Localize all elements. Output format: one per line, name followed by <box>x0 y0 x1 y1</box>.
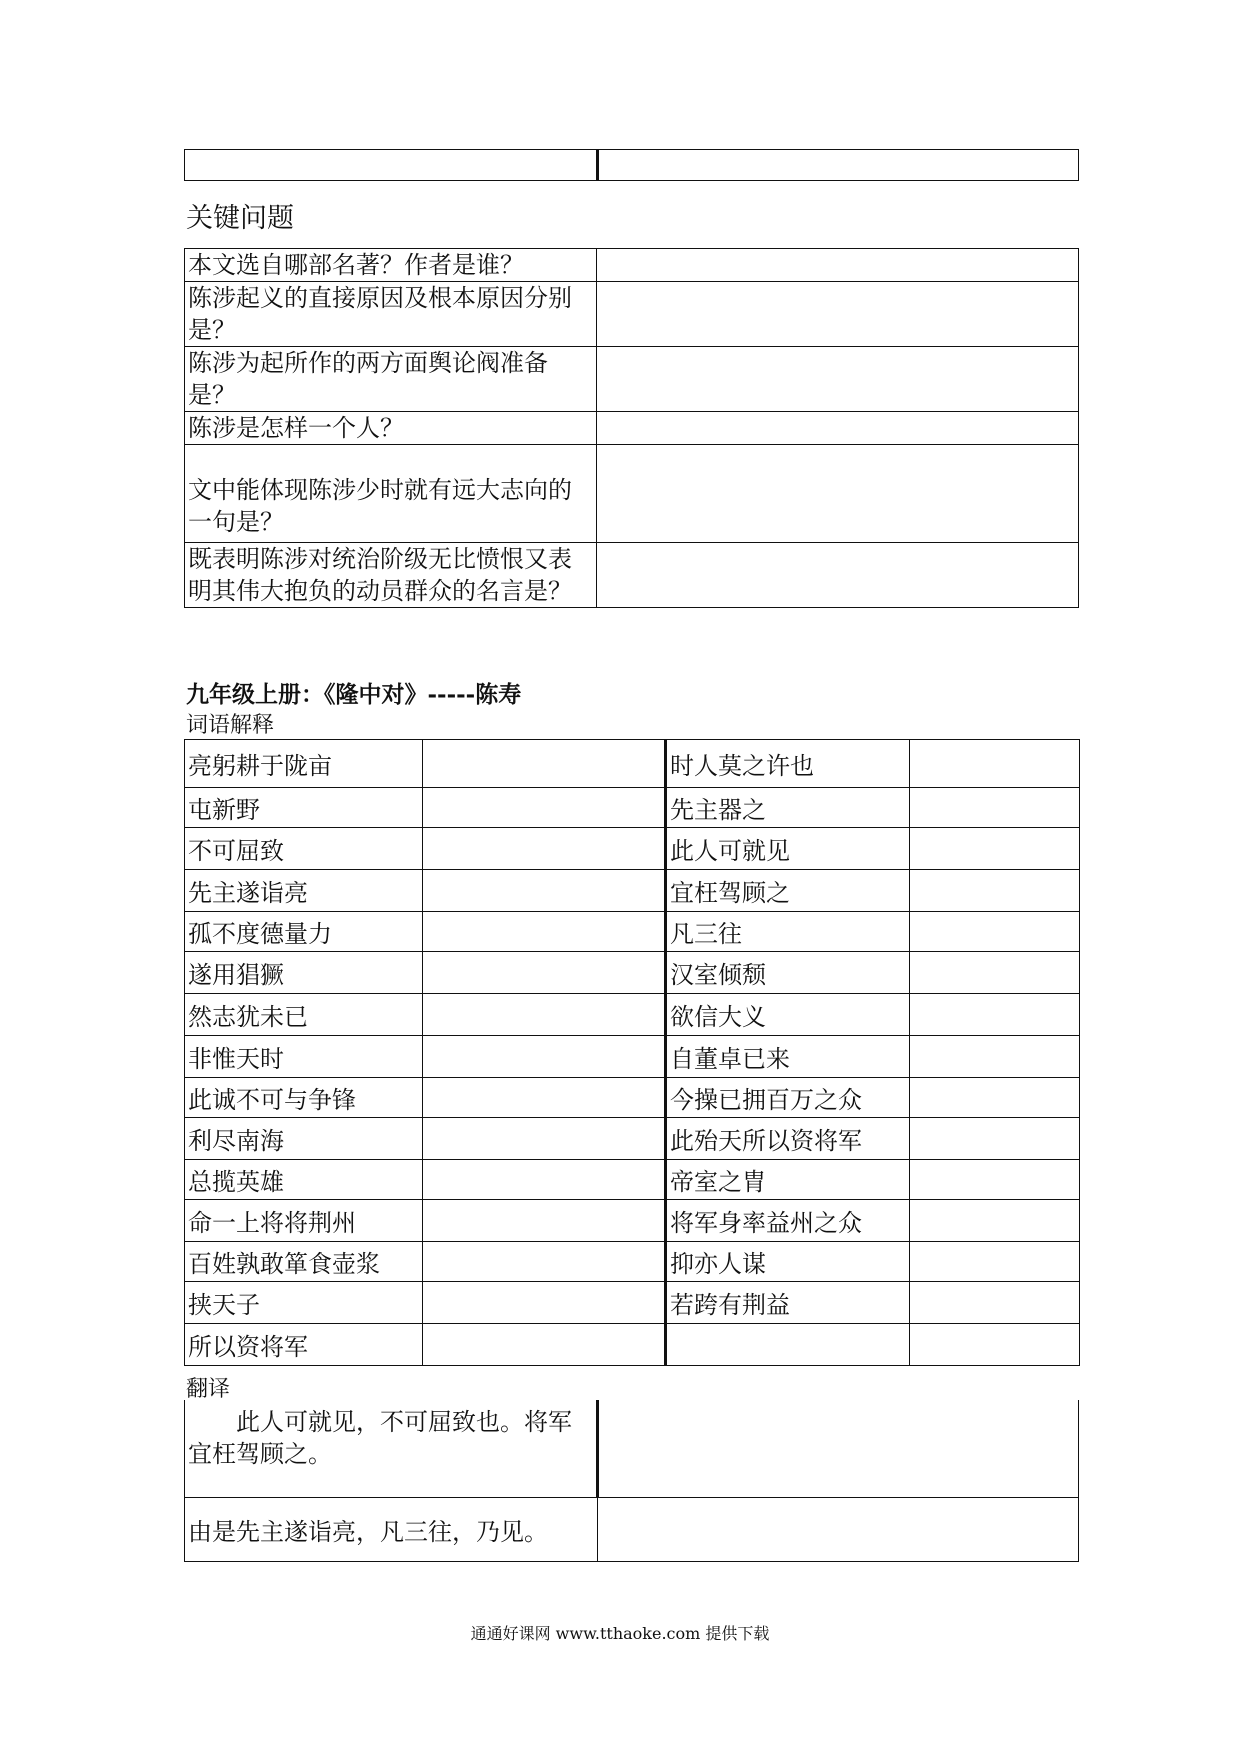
question-row <box>185 347 1079 412</box>
page-footer: 通通好课网 www.tthaoke.com 提供下载 <box>470 1624 770 1643</box>
vocab-term-left: 此诚不可与争锋 <box>185 1078 423 1118</box>
vocab-term-left: 不可屈致 <box>185 828 423 870</box>
vocab-row <box>185 1324 1080 1366</box>
vocab-answer-right[interactable] <box>910 952 1080 994</box>
vocab-answer-right[interactable] <box>910 912 1080 952</box>
vocab-answer-right[interactable] <box>910 1242 1080 1282</box>
question-cell: 文中能体现陈涉少时就有远大志向的一句是？ <box>185 445 597 543</box>
answer-cell[interactable] <box>597 347 1079 412</box>
question-cell: 陈涉是怎样一个人？ <box>185 412 597 445</box>
answer-cell[interactable] <box>597 412 1079 445</box>
vocab-answer-left[interactable] <box>423 1078 666 1118</box>
vocab-answer-left[interactable] <box>423 1324 666 1366</box>
translation-row <box>185 1497 1079 1561</box>
vocab-answer-right[interactable] <box>910 994 1080 1036</box>
vocab-answer-right[interactable] <box>910 1200 1080 1242</box>
vocab-row <box>185 1036 1080 1078</box>
vocab-term-left: 利尽南海 <box>185 1118 423 1160</box>
vocab-answer-right[interactable] <box>910 828 1080 870</box>
vocab-term-left: 非惟天时 <box>185 1036 423 1078</box>
question-row <box>185 543 1079 608</box>
translation-row <box>185 1400 1079 1497</box>
vocab-term-right: 宜枉驾顾之 <box>666 870 910 912</box>
vocab-answer-right[interactable] <box>910 1078 1080 1118</box>
vocab-answer-right[interactable] <box>910 740 1080 788</box>
question-cell: 本文选自哪部名著？作者是谁？ <box>185 249 597 282</box>
vocab-row <box>185 1118 1080 1160</box>
vocab-term-right: 若跨有荆益 <box>666 1282 910 1324</box>
vocab-answer-left[interactable] <box>423 1160 666 1200</box>
translation-heading: 翻译 <box>186 1377 231 1402</box>
vocab-answer-right[interactable] <box>910 1036 1080 1078</box>
vocab-term-right: 帝室之胄 <box>666 1160 910 1200</box>
translation-table <box>184 1400 1079 1562</box>
vocab-term-left: 遂用猖獗 <box>185 952 423 994</box>
top-cell-right <box>598 150 1079 181</box>
vocab-row <box>185 1282 1080 1324</box>
vocab-term-left: 屯新野 <box>185 788 423 828</box>
vocab-term-right: 汉室倾颓 <box>666 952 910 994</box>
vocab-term-right: 先主器之 <box>666 788 910 828</box>
vocab-term-right: 自董卓已来 <box>666 1036 910 1078</box>
translation-answer-cell[interactable] <box>598 1497 1079 1561</box>
vocab-term-right: 欲信大义 <box>666 994 910 1036</box>
vocab-row <box>185 828 1080 870</box>
question-row <box>185 412 1079 445</box>
answer-cell[interactable] <box>597 249 1079 282</box>
translation-answer-cell[interactable] <box>598 1400 1079 1497</box>
vocab-answer-right[interactable] <box>910 870 1080 912</box>
vocab-answer-right[interactable] <box>910 788 1080 828</box>
vocab-term-left: 总揽英雄 <box>185 1160 423 1200</box>
vocab-term-right: 抑亦人谋 <box>666 1242 910 1282</box>
vocab-answer-right[interactable] <box>910 1118 1080 1160</box>
vocab-heading: 词语解释 <box>186 713 275 738</box>
vocab-row <box>185 1200 1080 1242</box>
vocab-row <box>185 912 1080 952</box>
vocab-term-left: 所以资将军 <box>185 1324 423 1366</box>
vocab-answer-left[interactable] <box>423 912 666 952</box>
vocab-term-right: 凡三往 <box>666 912 910 952</box>
vocab-term-left: 挟天子 <box>185 1282 423 1324</box>
vocab-answer-left[interactable] <box>423 1242 666 1282</box>
vocab-term-right: 此人可就见 <box>666 828 910 870</box>
vocab-term-right <box>666 1324 910 1366</box>
vocab-answer-left[interactable] <box>423 870 666 912</box>
vocab-term-right: 将军身率益州之众 <box>666 1200 910 1242</box>
vocab-term-right: 今操已拥百万之众 <box>666 1078 910 1118</box>
translation-source-cell: 此人可就见，不可屈致也。将军宜枉驾顾之。 <box>185 1400 598 1497</box>
vocab-term-left: 亮躬耕于陇亩 <box>185 740 423 788</box>
vocab-term-left: 百姓孰敢箪食壶浆 <box>185 1242 423 1282</box>
vocab-term-left: 先主遂诣亮 <box>185 870 423 912</box>
vocab-answer-left[interactable] <box>423 1282 666 1324</box>
vocab-answer-left[interactable] <box>423 1036 666 1078</box>
answer-cell[interactable] <box>597 445 1079 543</box>
vocab-term-left: 孤不度德量力 <box>185 912 423 952</box>
vocab-answer-right[interactable] <box>910 1282 1080 1324</box>
vocab-row <box>185 740 1080 788</box>
key-questions-table <box>184 248 1079 608</box>
answer-cell[interactable] <box>597 282 1079 347</box>
vocab-term-left: 命一上将将荆州 <box>185 1200 423 1242</box>
vocab-answer-left[interactable] <box>423 788 666 828</box>
vocab-answer-right[interactable] <box>910 1160 1080 1200</box>
vocab-table <box>184 739 1080 1366</box>
vocab-term-left: 然志犹未已 <box>185 994 423 1036</box>
vocab-row <box>185 1078 1080 1118</box>
question-row <box>185 249 1079 282</box>
vocab-answer-left[interactable] <box>423 1118 666 1160</box>
vocab-row <box>185 1160 1080 1200</box>
vocab-answer-left[interactable] <box>423 1200 666 1242</box>
answer-cell[interactable] <box>597 543 1079 608</box>
question-cell: 陈涉起义的直接原因及根本原因分别是？ <box>185 282 597 347</box>
vocab-answer-left[interactable] <box>423 828 666 870</box>
question-cell: 既表明陈涉对统治阶级无比愤恨又表明其伟大抱负的动员群众的名言是？ <box>185 543 597 608</box>
vocab-answer-left[interactable] <box>423 740 666 788</box>
key-questions-heading: 关键问题 <box>186 203 294 234</box>
vocab-row <box>185 952 1080 994</box>
vocab-term-right: 此殆天所以资将军 <box>666 1118 910 1160</box>
lesson-title: 九年级上册：《隆中对》-----陈寿 <box>186 681 522 708</box>
translation-source-cell: 由是先主遂诣亮，凡三往，乃见。 <box>185 1497 598 1561</box>
top-partial-table <box>184 149 1079 181</box>
vocab-term-right: 时人莫之许也 <box>666 740 910 788</box>
vocab-row <box>185 870 1080 912</box>
question-row <box>185 445 1079 543</box>
vocab-row <box>185 788 1080 828</box>
vocab-row <box>185 1242 1080 1282</box>
top-cell-left <box>185 150 598 181</box>
question-cell: 陈涉为起所作的两方面舆论阀准备是？ <box>185 347 597 412</box>
vocab-answer-right[interactable] <box>910 1324 1080 1366</box>
question-row <box>185 282 1079 347</box>
vocab-row <box>185 994 1080 1036</box>
vocab-answer-left[interactable] <box>423 994 666 1036</box>
vocab-answer-left[interactable] <box>423 952 666 994</box>
